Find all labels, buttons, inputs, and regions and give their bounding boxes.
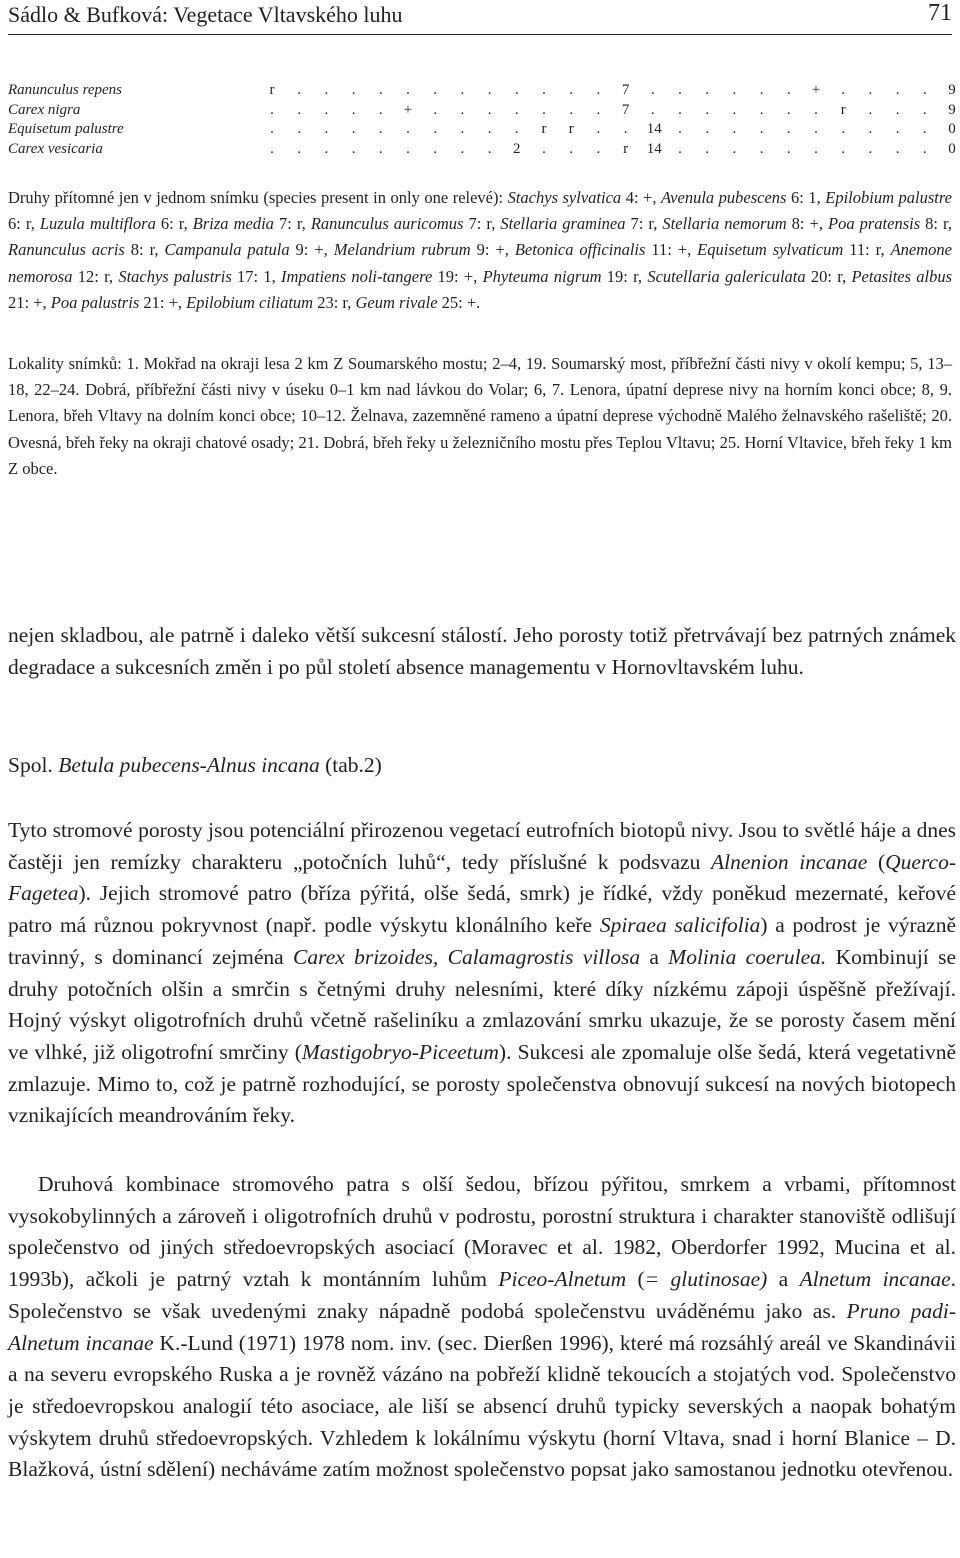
- table-cell: .: [705, 121, 710, 137]
- table-cell: .: [460, 101, 465, 118]
- table-cell: 7: [621, 82, 630, 98]
- table-cell: .: [351, 82, 356, 98]
- table-cell: .: [759, 121, 764, 137]
- table-cell: .: [922, 121, 927, 137]
- table-cell: .: [678, 101, 682, 118]
- intro-paragraph: nejen skladbou, ale patrně i daleko větší sukcesní stálostí. Jeho porosty totiž přetrvávají bez patrných známek degradace a sukcesních změn i po půl století absence managementu v Hornovltavském luhu.: [8, 623, 956, 679]
- table-cell: .: [596, 121, 601, 137]
- table-cell: .: [514, 82, 519, 98]
- table-cell: .: [922, 140, 927, 157]
- table-cell: .: [378, 140, 383, 157]
- table-cell: .: [623, 121, 628, 137]
- table-cell: .: [786, 121, 791, 137]
- table-cell: .: [650, 101, 655, 118]
- table-cell: .: [569, 140, 574, 157]
- table-cell: .: [433, 140, 438, 157]
- table-cell: .: [678, 82, 682, 98]
- table-cell: .: [732, 101, 737, 118]
- single-releve-species-note: Druhy přítomné jen v jednom snímku (species present in only one relevé): Stachys sylvatica 4: +, Avenula pubescens 6: 1, Epilobium palustre 6: r, Luzula multiflora 6: r, Briza media 7: r, Ranunculus auricomus 7: r, Stellaria graminea 7: r, Stellaria nemorum 8: +, Poa pratensis 8: r, Ranunculus acris 8: r, Campanula patula 9: +, Melandrium rubrum 9: +, Betonica officinalis 11: +, Equisetum sylvaticum 11: r, Anemone nemorosa 12: r, Stachys palustris 17: 1, Impatiens noli-tangere 19: +, Phyteuma nigrum 19: r, Scutellaria galericulata 20: r, Petasites albus 21: +, Poa palustris 21: +, Epilobium ciliatum 23: r, Geum rivale 25: +.: [8, 188, 953, 312]
- species-name: Carex vesicaria: [8, 140, 103, 157]
- table-cell: .: [487, 121, 492, 137]
- table-cell: .: [514, 101, 519, 118]
- table-cell: .: [786, 82, 791, 98]
- table-cell: .: [460, 121, 465, 137]
- species-table: [8, 81, 956, 159]
- table-cell: r: [840, 101, 846, 118]
- table-cell: .: [406, 140, 410, 157]
- table-cell: .: [378, 101, 383, 118]
- table-cell: .: [895, 121, 900, 137]
- species-name: Ranunculus repens: [8, 82, 123, 98]
- table-cell: .: [270, 101, 274, 118]
- table-cell: .: [678, 140, 682, 157]
- table-cell: .: [542, 101, 546, 118]
- table-cell: .: [814, 140, 818, 157]
- table-cell: .: [542, 82, 546, 98]
- paragraph-stand-description: Tyto stromové porosty jsou potenciální přirozenou vegetací eutrofních biotopů nivy. Jsou to světlé háje a dnes častěji jen remízky charakteru „potočních luhů“, tedy příslušné k podsvazu Alnenion incanae (Querco-Fagetea). Jejich stromové patro (bříza pýřitá, olše šedá, smrk) je řídké, vždy poněkud mezernaté, keřové patro má různou pokryvnost (např. podle výskytu klonálního keře Spiraea salicifolia) a podrost je výrazně travinný, s dominancí zejména Carex brizoides, Calamagrostis villosa a Molinia coerulea. Kombinují se druhy potočních olšin a smrčin s četnými druhy nelesními, které díky nízkému zápoji úspěšně přežívají. Hojný výskyt oligotrofních druhů včetně rašeliníku a zmlazování smrku ukazuje, že se porosty časem mění ve vlhké, již oligotrofní smrčiny (Mastigobryo-Piceetum). Sukcesi ale zpomaluje olše šedá, která vegetativně zmlazuje. Mimo to, což je patrně rozhodující, se porosty společenstva obnovují sukcesí na nových biotopech vznikajících meandrováním řeky.: [8, 818, 957, 1128]
- table-cell: .: [732, 82, 737, 98]
- table-cell: .: [759, 101, 764, 118]
- table-cell: .: [895, 101, 900, 118]
- table-cell: .: [705, 140, 710, 157]
- table-cell: .: [922, 101, 927, 118]
- table-cell: .: [487, 82, 492, 98]
- table-cell: 9: [948, 101, 956, 118]
- table-cell: .: [297, 140, 302, 157]
- table-cell: .: [324, 82, 329, 98]
- table-cell: .: [378, 121, 383, 137]
- table-row: [8, 81, 956, 101]
- table-cell: .: [705, 101, 710, 118]
- table-cell: .: [270, 140, 274, 157]
- table-cell: .: [732, 140, 737, 157]
- species-name: Equisetum palustre: [8, 121, 124, 137]
- table-cell: .: [895, 140, 900, 157]
- table-cell: .: [433, 101, 438, 118]
- table-cell: .: [270, 121, 274, 137]
- section-heading: Spol. Betula pubecens-Alnus incana (tab.2): [8, 753, 382, 777]
- running-title: Sádlo & Bufková: Vegetace Vltavského luhu: [8, 2, 403, 27]
- table-cell: .: [487, 140, 492, 157]
- paragraph-species-combination: Druhová kombinace stromového patra s olší šedou, břízou pýřitou, smrkem a vrbami, přítomnost vysokobylinných a zároveň i oligotrofních druhů v podrostu, porostní struktura i charakter stanoviště odlišují společenstvo od jiných středoevropských asociací (Moravec et al. 1982, Oberdorfer 1992, Mucina et al. 1993b), ačkoli je patrný vztah k montánním luhům Piceo-Alnetum (= glutinosae) a Alnetum incanae. Společenstvo se však uvedenými znaky nápadně podobá společenstvu uváděnému jako as. Pruno padi-Alnetum incanae K.-Lund (1971) 1978 nom. inv. (sec. Dierßen 1996), které má rozsáhlý areál ve Skandinávii a na severu evropského Ruska a je rovněž vázáno na pobřeží klidně tekoucích a stojatých vod. Společenstvo je středoevropskou analogií této asociace, ale liší se absencí druhů typicky severských a naopak bohatým výskytem druhů středoevropských. Vzhledem k lokálnímu výskytu (horní Vltava, snad i horní Blanice – D. Blažková, ústní sdělení) necháváme zatím možnost společenstvo popsat jako samostanou jednotku otevřenou.: [8, 1172, 957, 1482]
- table-cell: .: [868, 140, 873, 157]
- page-number: 71: [928, 0, 952, 26]
- table-cell: .: [297, 121, 302, 137]
- table-cell: .: [297, 82, 302, 98]
- table-cell: .: [433, 82, 438, 98]
- table-cell: .: [596, 101, 601, 118]
- table-cell: 7: [621, 101, 630, 118]
- table-cell: 2: [513, 140, 521, 157]
- table-cell: .: [868, 82, 873, 98]
- table-cell: 0: [948, 121, 956, 137]
- table-cell: .: [351, 101, 356, 118]
- table-cell: +: [811, 82, 821, 98]
- table-cell: .: [650, 82, 655, 98]
- table-cell: .: [922, 82, 927, 98]
- table-cell: .: [406, 121, 410, 137]
- table-cell: +: [403, 101, 413, 118]
- page-header: [8, 0, 952, 35]
- table-cell: .: [814, 101, 818, 118]
- species-name: Carex nigra: [8, 101, 81, 118]
- table-cell: .: [814, 121, 818, 137]
- table-cell: .: [569, 82, 574, 98]
- table-row: [8, 140, 956, 160]
- table-cell: .: [786, 140, 791, 157]
- table-cell: .: [542, 140, 546, 157]
- table-row: [8, 120, 956, 140]
- table-cell: .: [759, 140, 764, 157]
- table-cell: .: [406, 82, 410, 98]
- table-cell: r: [269, 82, 275, 98]
- table-cell: r: [541, 121, 547, 137]
- table-cell: .: [514, 121, 519, 137]
- table-cell: .: [460, 82, 465, 98]
- table-cell: .: [841, 121, 846, 137]
- table-cell: .: [351, 121, 356, 137]
- table-cell: .: [460, 140, 465, 157]
- table-cell: .: [732, 121, 737, 137]
- table-cell: .: [841, 140, 846, 157]
- table-cell: 14: [646, 140, 662, 157]
- table-cell: .: [705, 82, 710, 98]
- table-cell: .: [895, 82, 900, 98]
- table-cell: .: [351, 140, 356, 157]
- table-row: [8, 101, 956, 121]
- table-cell: .: [324, 140, 329, 157]
- table-cell: .: [433, 121, 438, 137]
- table-cell: .: [868, 101, 873, 118]
- table-cell: .: [569, 101, 574, 118]
- table-cell: .: [378, 82, 383, 98]
- table-cell: 14: [646, 121, 662, 137]
- table-cell: .: [596, 82, 601, 98]
- table-cell: .: [297, 101, 302, 118]
- table-cell: .: [786, 101, 791, 118]
- table-cell: .: [324, 121, 329, 137]
- localities-note: Lokality snímků: 1. Mokřad na okraji lesa 2 km Z Soumarského mostu; 2–4, 19. Soumarský most, příbřežní části nivy v okolí kempu; 5, 13–18, 22–24. Dobrá, příbřežní části nivy v úseku 0–1 km nad lávkou do Volar; 6, 7. Lenora, úpatní deprese nivy na horním konci obce; 8, 9. Lenora, břeh Vltavy na dolním konci obce; 10–12. Želnava, zazemněné rameno a úpatní deprese východně Malého želnavského rašeliště; 20. Ovesná, břeh řeky na okraji chatové osady; 21. Dobrá, břeh řeky u železničního mostu přes Teplou Vltavu; 25. Horní Vltavice, břeh řeky 1 km Z obce.: [8, 354, 952, 478]
- table-cell: 9: [948, 82, 956, 98]
- table-cell: .: [759, 82, 764, 98]
- table-cell: .: [596, 140, 601, 157]
- table-cell: .: [678, 121, 682, 137]
- table-cell: 0: [948, 140, 956, 157]
- table-cell: r: [568, 121, 574, 137]
- table-cell: .: [487, 101, 492, 118]
- table-cell: .: [324, 101, 329, 118]
- table-cell: .: [868, 121, 873, 137]
- table-cell: .: [841, 82, 846, 98]
- table-cell: r: [623, 140, 629, 157]
